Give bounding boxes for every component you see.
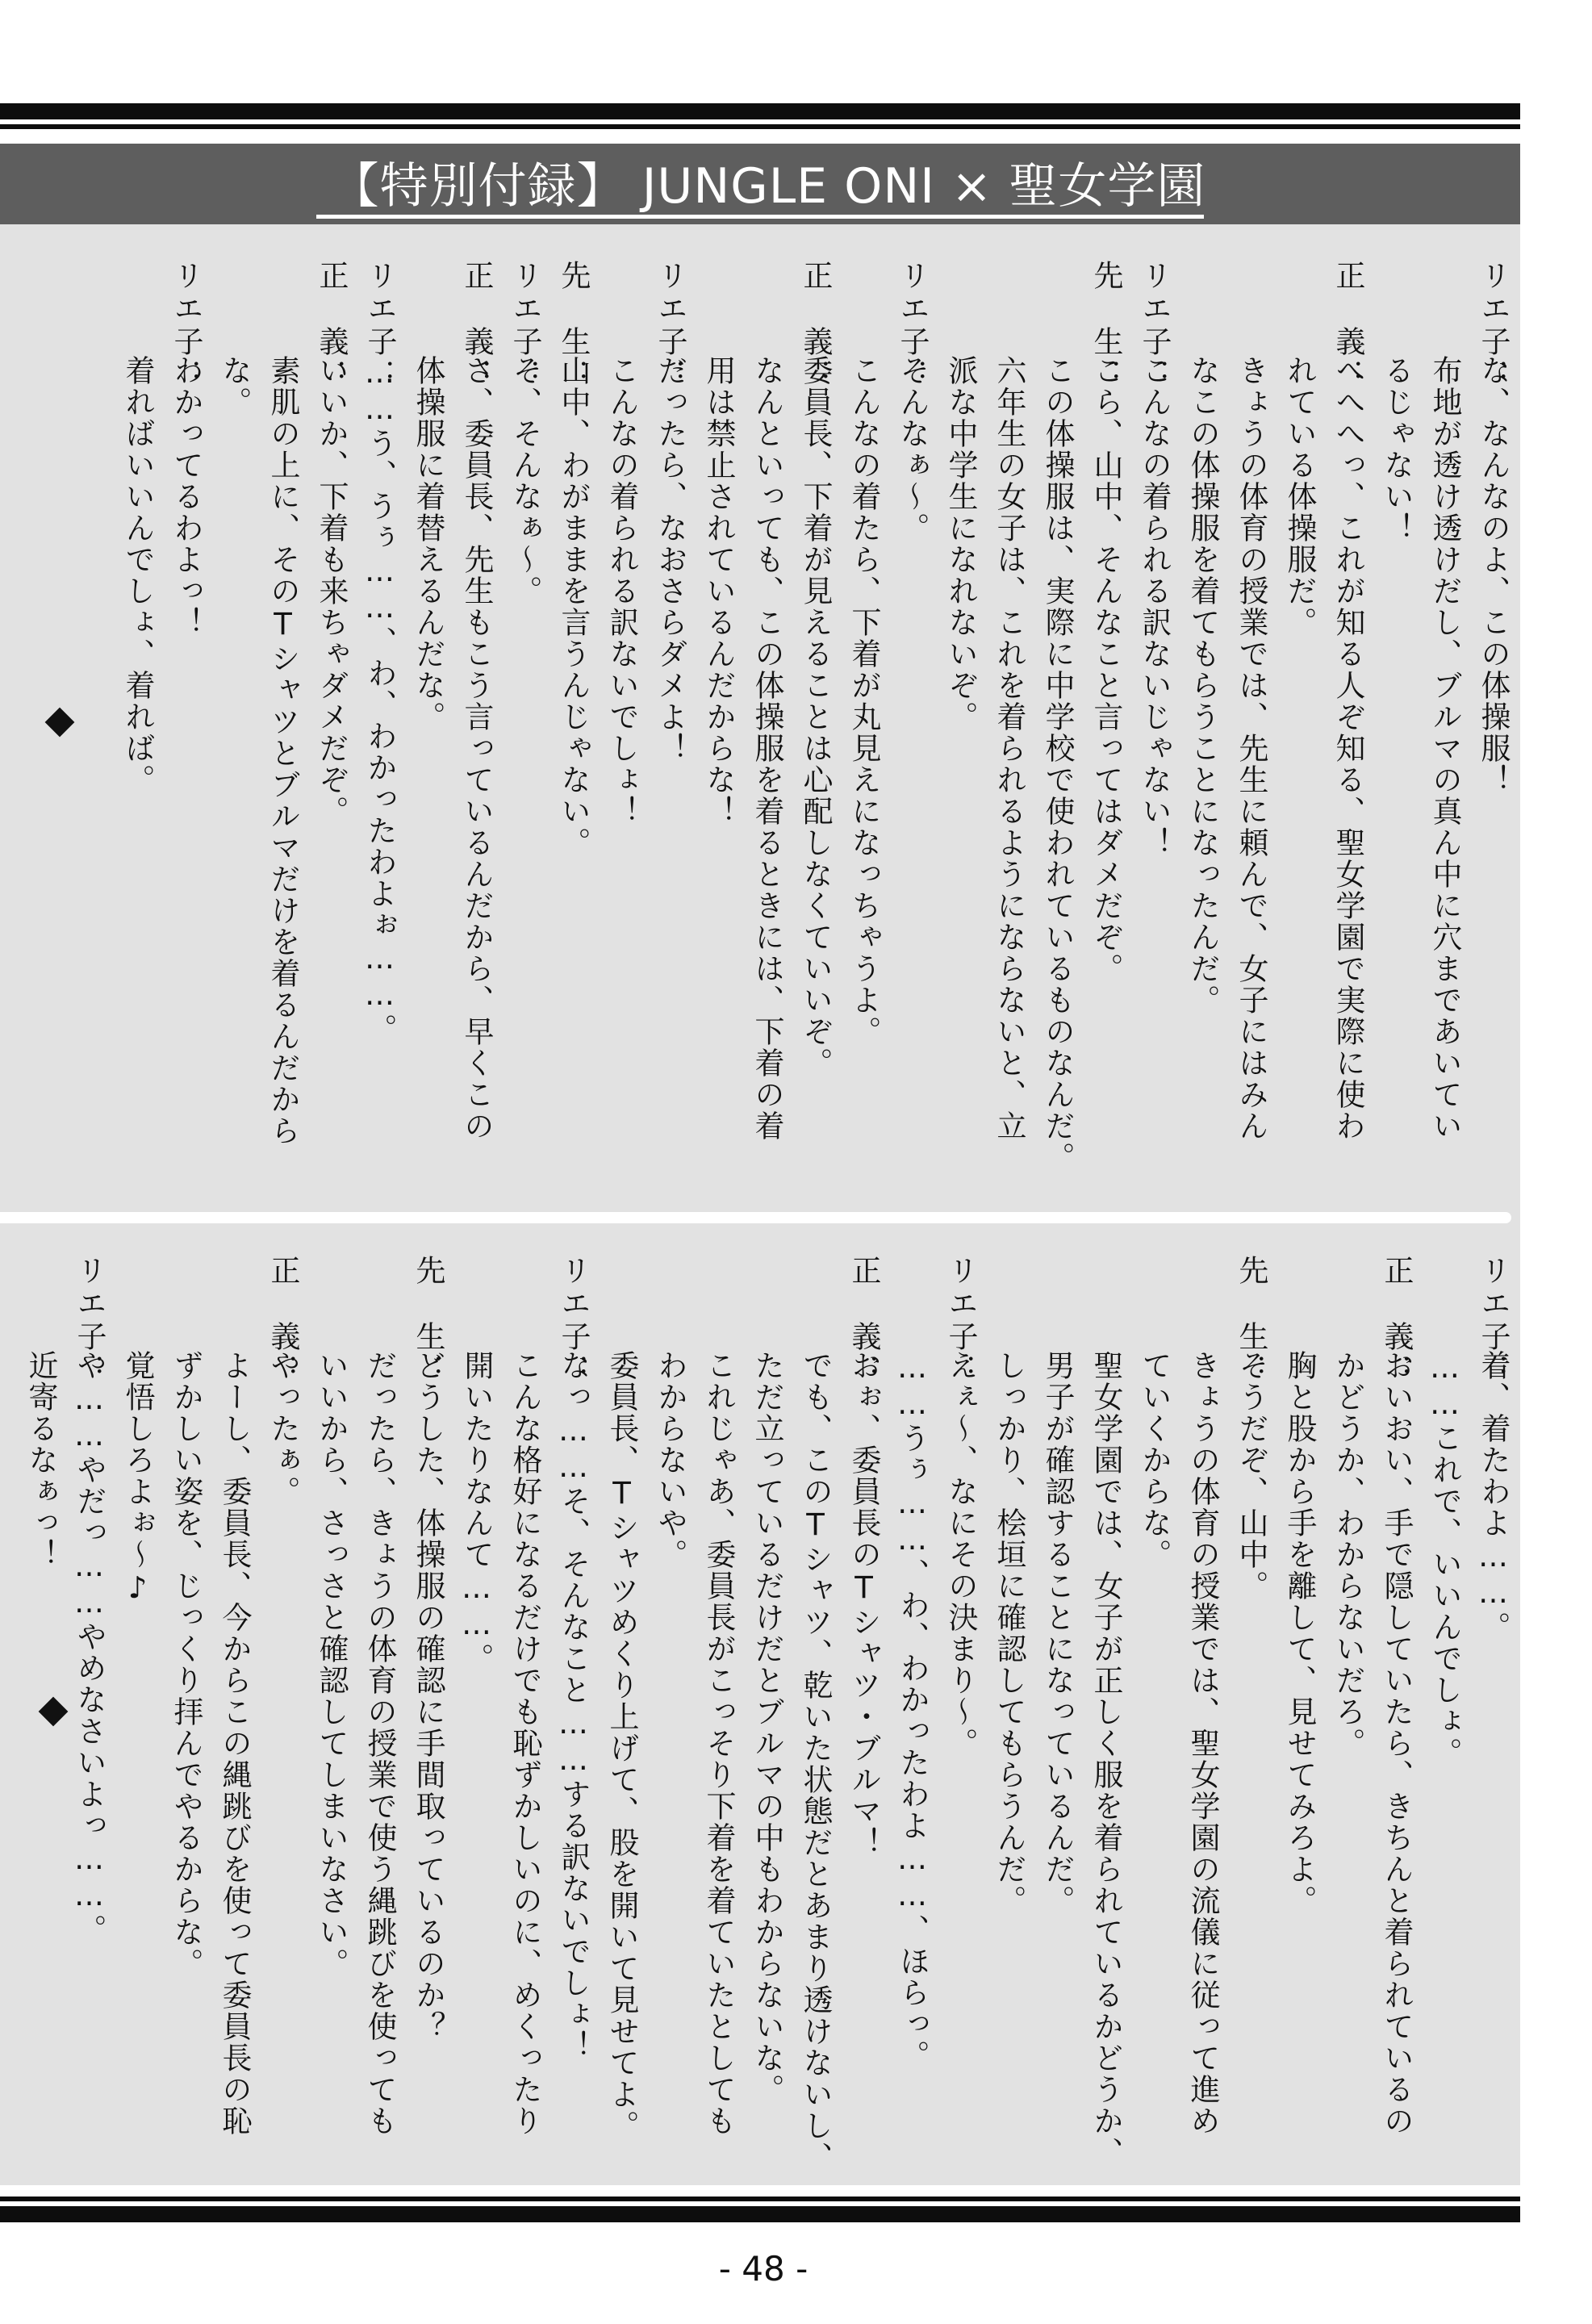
speaker-label: 先 生： — [1088, 260, 1123, 392]
dialogue-line: かどうか、わからないだろ。 — [1331, 1350, 1365, 1759]
section-divider — [0, 1212, 1511, 1223]
dialogue-line: こんなの着られる訳ないじゃない！ — [1137, 355, 1172, 859]
dialogue-line: いいから、さっさと確認してしまいなさい。 — [314, 1350, 349, 1979]
dialogue-line: 六年生の女子は、これを着られるようにならないと、立 — [992, 355, 1026, 1142]
lower-dialogue — [23, 1255, 1517, 2183]
dialogue-line: れている体操服だ。 — [1282, 355, 1317, 638]
speaker-label: リエ子： — [72, 1255, 107, 1387]
speaker-label: 正 義： — [798, 260, 833, 392]
dialogue-line: 男子が確認することになっているんだ。 — [1040, 1350, 1075, 1916]
dialogue-line: 布地が透け透けだし、ブルマの真ん中に穴まであいてい — [1427, 355, 1462, 1142]
dialogue-line: なこの体操服を着てもらうことになったんだ。 — [1185, 355, 1220, 1016]
dialogue-line: 用は禁止されているんだからな！ — [701, 355, 736, 827]
speaker-label: 先 生： — [411, 1255, 445, 1387]
dialogue-line: いいか、下着も来ちゃダメだぞ。 — [314, 355, 349, 827]
dialogue-line: こら、山中、そんなこと言ってはダメだぞ。 — [1088, 355, 1123, 984]
top-rule-thin — [0, 124, 1520, 129]
dialogue-line: 山中、わがままを言うんじゃない。 — [556, 355, 591, 859]
dialogue-line: へへへっ、これが知る人ぞ知る、聖女学園で実際に使わ — [1331, 355, 1365, 1142]
dialogue-line: おぉ、委員長のTシャツ・ブルマ！ — [846, 1350, 881, 1858]
dialogue-line: 委員長、Tシャツめくり上げて、股を開いて見せてよ。 — [604, 1350, 639, 2142]
upper-dialogue — [120, 260, 1517, 1204]
dialogue-line: な、なんなのよ、この体操服！ — [1476, 355, 1511, 796]
dialogue-line: 聖女学園では、女子が正しく服を着られているかどうか、 — [1088, 1350, 1123, 2168]
dialogue-line: こんな格好になるだけでも恥ずかしいのに、めくったり — [508, 1350, 542, 2137]
dialogue-line: だったら、なおさらダメよ！ — [653, 355, 687, 764]
dialogue-line: な。 — [217, 355, 252, 418]
dialogue-line: 覚悟しろよぉ～♪ — [120, 1350, 155, 1607]
dialogue-line: そ、そんなぁ～。 — [508, 355, 542, 607]
dialogue-line: 派な中学生になれないぞ。 — [943, 355, 978, 733]
dialogue-line: 素肌の上に、そのTシャツとブルマだけを着るんだから — [265, 355, 300, 1147]
dialogue-line: ずかしい姿を、じっくり拝んでやるからな。 — [169, 1350, 203, 1979]
dialogue-line: どうした、体操服の確認に手間取っているのか？ — [411, 1350, 445, 2042]
bottom-rule-thin — [0, 2197, 1520, 2201]
dialogue-line: きょうの体育の授業では、先生に頼んで、女子にはみん — [1234, 355, 1268, 1142]
page-title: 【特別付録】 JUNGLE ONI × 聖女学園 — [330, 158, 1206, 215]
speaker-label: リエ子： — [943, 1255, 978, 1387]
dialogue-line: ただ立っているだけだとブルマの中もわからないな。 — [750, 1350, 784, 2105]
dialogue-line: でも、このTシャツ、乾いた状態だとあまり透けないし、 — [798, 1350, 833, 2173]
dialogue-line: るじゃない！ — [1379, 355, 1414, 544]
speaker-label: リエ子： — [362, 260, 397, 392]
dialogue-line: なんといっても、この体操服を着るときには、下着の着 — [750, 355, 784, 1142]
dialogue-line: 着ればいいんでしょ、着れば。 — [120, 355, 155, 796]
top-rule — [0, 103, 1520, 119]
speaker-label: 正 義： — [1331, 260, 1365, 392]
dialogue-line: 体操服に着替えるんだな。 — [411, 355, 445, 733]
dialogue-line: ……これで、いいんでしょ。 — [1427, 1350, 1462, 1769]
speaker-label: 正 義： — [265, 1255, 300, 1387]
dialogue-line: 委員長、下着が見えることは心配しなくていいぞ。 — [798, 355, 833, 1079]
dialogue-line: 開いたりなんて……。 — [459, 1350, 494, 1674]
speaker-label: リエ子： — [653, 260, 687, 392]
speaker-label: 正 義： — [1379, 1255, 1414, 1387]
speaker-label: 正 義： — [846, 1255, 881, 1387]
speaker-label: リエ子： — [895, 260, 930, 392]
dialogue-line: やったぁ。 — [265, 1350, 300, 1507]
dialogue-line: わかってるわよっ！ — [169, 355, 203, 638]
speaker-label: リエ子： — [169, 260, 203, 392]
dialogue-line: 胸と股から手を離して、見せてみろよ。 — [1282, 1350, 1317, 1916]
speaker-label: 先 生： — [1234, 1255, 1268, 1387]
dialogue-line: こんなの着られる訳ないでしょ！ — [604, 355, 639, 827]
speaker-label: リエ子： — [1476, 260, 1511, 392]
dialogue-line: きょうの体育の授業では、聖女学園の流儀に従って進め — [1185, 1350, 1220, 2137]
speaker-label: リエ子： — [508, 260, 542, 392]
dialogue-line: や……やだっ……やめなさいよっ……。 — [72, 1350, 107, 1946]
dialogue-line: なっ……そ、そんなこと……する訳ないでしょ！ — [556, 1350, 591, 2062]
speaker-label: リエ子： — [1476, 1255, 1511, 1387]
dialogue-line: 着、着たわよ……。 — [1476, 1350, 1511, 1643]
dialogue-line: そんなぁ～。 — [895, 355, 930, 544]
dialogue-line: 近寄るなぁっ！ — [23, 1350, 58, 1570]
dialogue-line: そうだぞ、山中。 — [1234, 1350, 1268, 1602]
dialogue-line: わからないや。 — [653, 1350, 687, 1570]
dialogue-line: ……う、うぅ……、わ、わかったわよぉ……。 — [362, 355, 397, 1045]
dialogue-line: さ、委員長、先生もこう言っているんだから、早くこの — [459, 355, 494, 1142]
dialogue-line: しっかり、桧垣に確認してもらうんだ。 — [992, 1350, 1026, 1916]
page-number: - 48 - — [718, 2249, 809, 2288]
speaker-label: リエ子： — [1137, 260, 1172, 392]
title-underline — [316, 215, 1204, 219]
dialogue-line: こんなの着たら、下着が丸見えになっちゃうよ。 — [846, 355, 881, 1047]
dialogue-line: よーし、委員長、今からこの縄跳びを使って委員長の恥 — [217, 1350, 252, 2137]
bottom-rule — [0, 2206, 1520, 2222]
dialogue-line: この体操服は、実際に中学校で使われているものなんだ。 — [1040, 355, 1075, 1173]
dialogue-line: おいおい、手で隠していたら、きちんと着られているの — [1379, 1350, 1414, 2137]
dialogue-line: これじゃあ、委員長がこっそり下着を着ていたとしても — [701, 1350, 736, 2137]
dialogue-line: ていくからな。 — [1137, 1350, 1172, 1570]
speaker-label: 正 義： — [314, 260, 349, 392]
speaker-label: リエ子： — [556, 1255, 591, 1387]
speaker-label: 先 生： — [556, 260, 591, 392]
dialogue-line: ……うぅ……、わ、わかったわよ……、ほらっ。 — [895, 1350, 930, 2071]
dialogue-line: えぇ～、なにその決まり～。 — [943, 1350, 978, 1759]
speaker-label: 正 義： — [459, 260, 494, 392]
dialogue-line: だったら、きょうの体育の授業で使う縄跳びを使っても — [362, 1350, 397, 2137]
